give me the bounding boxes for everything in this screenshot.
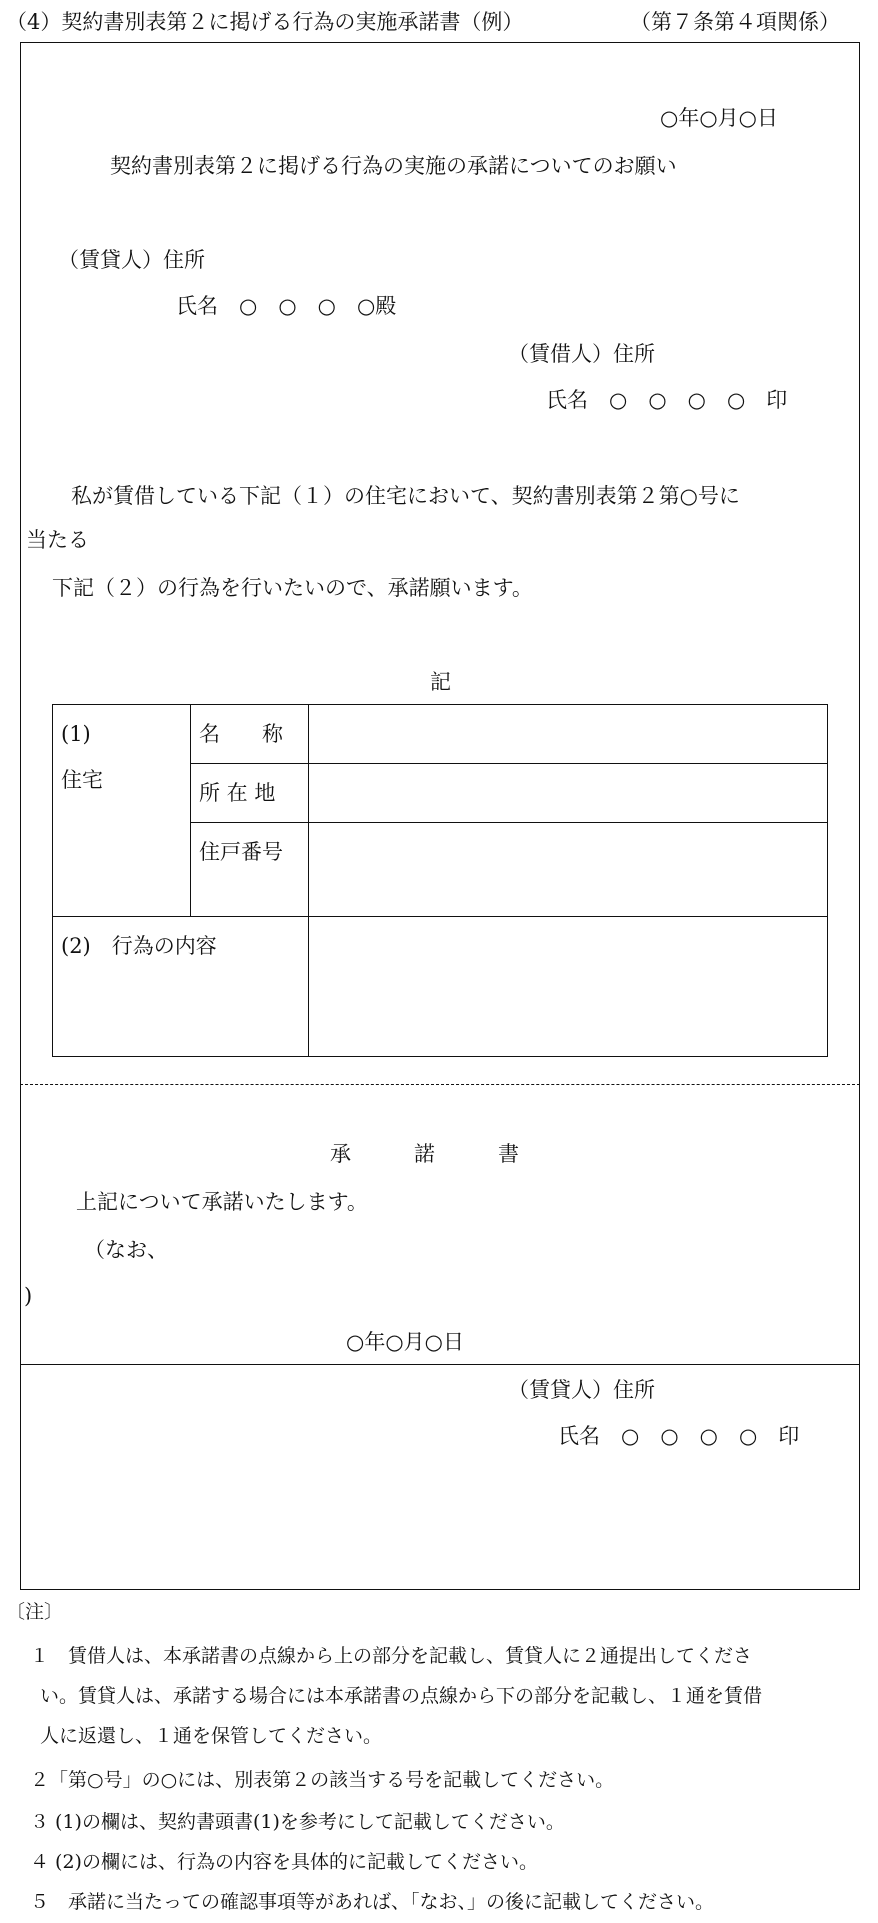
note-4: ４ (2)の欄には、行為の内容を具体的に記載してください。 (30, 1851, 538, 1873)
request-date: ○年○月○日 (660, 106, 778, 130)
dashed-cut-line (20, 1084, 860, 1085)
name-label: 名 称 (199, 722, 283, 746)
location-label-cell (191, 764, 309, 823)
note-1-line-3: 人に返還し、１通を保管してください。 (40, 1725, 383, 1747)
act-label-cell (53, 917, 309, 1057)
lessee-name: 氏名 ○ ○ ○ ○ 印 (546, 388, 788, 412)
lessee-address-label: （賃借人）住所 (508, 342, 655, 366)
request-body-line-3: 下記（２）の行為を行いたいので、承諾願います。 (52, 576, 533, 600)
unit-number-label: 住戸番号 (199, 840, 283, 864)
notes-heading: 〔注〕 (6, 1601, 64, 1623)
consent-title: 承 諾 書 (330, 1142, 519, 1166)
signature-divider (20, 1364, 860, 1365)
location-label: 所 在 地 (199, 781, 276, 805)
consent-lessor-address-label: （賃貸人）住所 (508, 1378, 655, 1402)
consent-note-open: （なお、 (84, 1238, 168, 1262)
consent-date: ○年○月○日 (346, 1330, 464, 1354)
note-5: ５ 承諾に当たっての確認事項等があれば、「なお、」の後に記載してください。 (30, 1891, 715, 1913)
ki-heading: 記 (430, 670, 451, 694)
name-label-cell (191, 705, 309, 764)
consent-body: 上記について承諾いたします。 (76, 1190, 368, 1214)
name-value-cell[interactable] (309, 705, 828, 764)
request-body-line-2: 当たる (26, 528, 89, 552)
housing-label: (1) 住宅 (61, 722, 112, 792)
request-body-line-1: 私が賃借している下記（１）の住宅において、契約書別表第２第○号に (50, 484, 740, 508)
article-reference: （第７条第４項関係） (630, 10, 840, 34)
unit-value-cell[interactable] (309, 823, 828, 917)
detail-table (52, 704, 828, 1057)
note-2: ２「第○号」の○には、別表第２の該当する号を記載してください。 (30, 1769, 615, 1791)
lessor-address-label: （賃貸人）住所 (58, 248, 205, 272)
location-value-cell[interactable] (309, 764, 828, 823)
act-value-cell[interactable] (309, 917, 828, 1057)
act-content-label: (2) 行為の内容 (61, 934, 217, 958)
consent-note-close: ) (24, 1284, 33, 1308)
lessor-name: 氏名 ○ ○ ○ ○殿 (176, 294, 397, 318)
consent-lessor-name: 氏名 ○ ○ ○ ○ 印 (558, 1424, 800, 1448)
housing-label-cell (53, 705, 191, 917)
request-title: 契約書別表第２に掲げる行為の実施の承諾についてのお願い (110, 154, 677, 178)
note-1-line-2: い。賃貸人は、承諾する場合には本承諾書の点線から下の部分を記載し、１通を賃借 (40, 1685, 763, 1707)
note-3: ３ (1)の欄は、契約書頭書(1)を参考にして記載してください。 (30, 1811, 565, 1833)
note-1-line-1: １ 賃借人は、本承諾書の点線から上の部分を記載し、賃貸人に２通提出してくださ (30, 1645, 753, 1667)
document-title: （4）契約書別表第２に掲げる行為の実施承諾書（例） (6, 10, 524, 34)
unit-label-cell (191, 823, 309, 917)
